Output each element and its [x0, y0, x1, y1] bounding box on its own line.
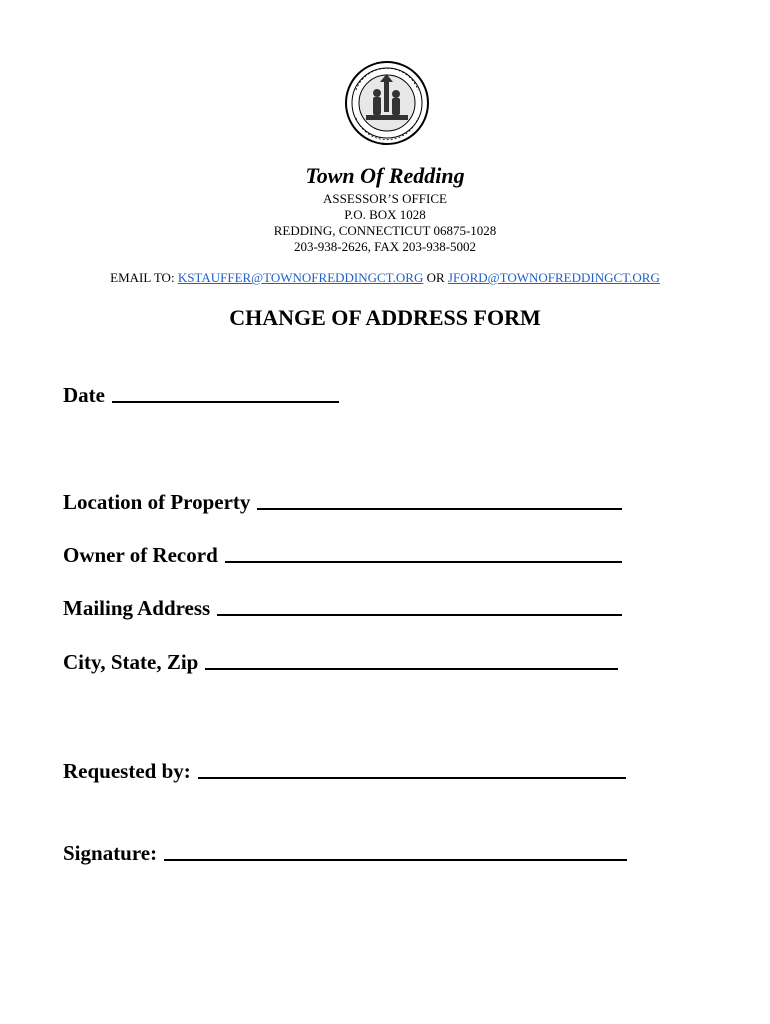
po-box: P.O. BOX 1028 [344, 207, 426, 222]
signature-field [63, 841, 627, 866]
date-input-line[interactable] [112, 400, 339, 403]
email-line [0, 270, 770, 286]
city-state-zip-label: City, State, Zip [63, 650, 199, 674]
town-seal-icon [344, 60, 430, 146]
city-line: REDDING, CONNECTICUT 06875-1028 [273, 223, 497, 238]
email-joiner: OR [423, 270, 448, 285]
email-link-jford[interactable]: JFORD@TOWNOFREDDINGCT.ORG [447, 270, 660, 285]
requested-by-input-line[interactable] [198, 776, 626, 779]
email-link-kstauffer[interactable]: KSTAUFFER@TOWNOFREDDINGCT.ORG [177, 270, 424, 285]
office-name: ASSESSOR’S OFFICE [323, 191, 447, 206]
date-label: Date [63, 383, 105, 407]
location-field [63, 490, 622, 515]
phone-line: 203-938-2626, FAX 203-938-5002 [293, 239, 477, 254]
mailing-label: Mailing Address [63, 596, 211, 620]
location-label: Location of Property [63, 490, 251, 514]
email-prefix: EMAIL TO: [110, 270, 178, 285]
mailing-field [63, 596, 622, 621]
requested-by-field [63, 759, 626, 784]
location-input-line[interactable] [257, 507, 622, 510]
mailing-input-line[interactable] [217, 613, 622, 616]
owner-input-line[interactable] [225, 560, 622, 563]
form-title: CHANGE OF ADDRESS FORM [229, 305, 541, 330]
date-field [63, 383, 339, 408]
city-state-zip-input-line[interactable] [205, 667, 618, 670]
owner-field [63, 543, 622, 568]
owner-label: Owner of Record [63, 543, 218, 567]
signature-input-line[interactable] [164, 858, 627, 861]
signature-label: Signature: [63, 841, 158, 865]
requested-by-label: Requested by: [63, 759, 191, 783]
town-name: Town Of Redding [305, 163, 465, 188]
city-state-zip-field [63, 650, 618, 675]
